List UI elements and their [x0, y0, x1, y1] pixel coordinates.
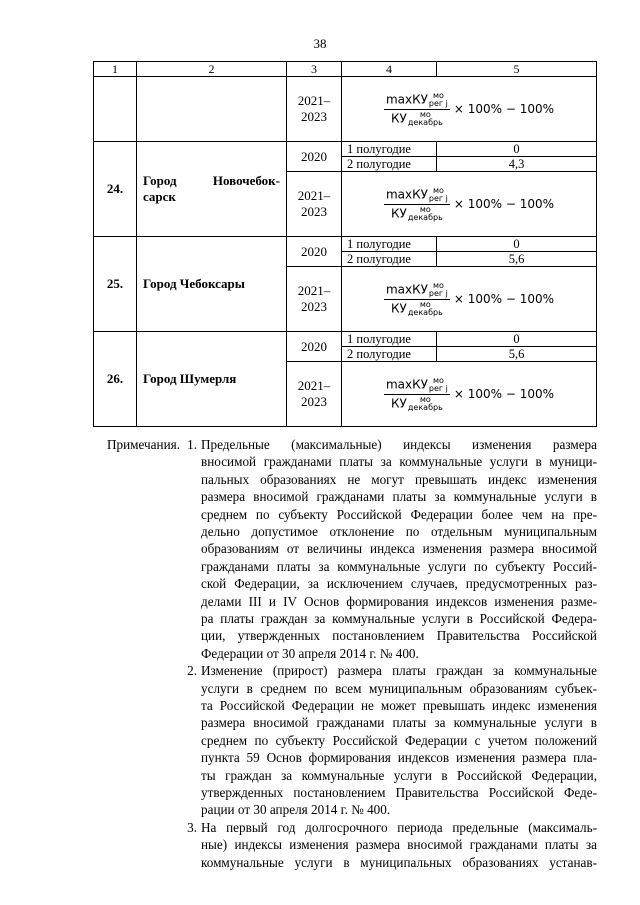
formula-denominator	[389, 395, 445, 412]
formula-denominator-main: КУ	[391, 396, 407, 411]
page-number: 38	[313, 36, 327, 51]
city-name-part: Город	[143, 173, 177, 188]
note-line: пункта 59 Основ формирования индексов изменения размера пла-	[201, 750, 597, 766]
formula-numerator	[384, 282, 450, 300]
years-range: 2021– 2023	[287, 362, 342, 427]
note-line: среднем по субъекту Российской Федерации более чем на пре-	[201, 506, 597, 522]
formula-numerator	[384, 187, 450, 205]
half-year-label: 1 полугодие	[342, 237, 437, 252]
formula-denominator-sup: мо	[419, 204, 431, 214]
formula-tail: × 100% − 100%	[453, 387, 555, 402]
note-line: та Российской Федерации не может превышать индекс изменения	[201, 698, 597, 713]
formula	[384, 377, 554, 412]
half-year-label: 1 полугодие	[342, 332, 437, 347]
note-line: делами III и IV Основ формирования индексов изменения разме-	[201, 593, 597, 609]
header-cell: 1	[94, 62, 137, 77]
note-line: услуги в среднем по всем муниципальным образованиям субъек-	[201, 680, 597, 696]
formula-denominator	[389, 205, 445, 222]
formula-denominator-sup: мо	[419, 394, 431, 404]
notes-label: Примечания.	[107, 437, 181, 452]
formula-denominator	[389, 300, 445, 317]
city-cell	[137, 77, 287, 142]
formula-denominator-sub: декабрь	[407, 402, 443, 412]
formula-tail: × 100% − 100%	[453, 292, 555, 307]
formula-denominator-main: КУ	[391, 206, 407, 221]
formula-fraction	[384, 92, 450, 127]
note-number: 1.	[187, 437, 197, 452]
note-line: ра платы граждан за коммунальные услуги в Российской Федера-	[201, 611, 597, 626]
formula-numerator-main: maxКУ	[385, 377, 428, 392]
formula-cell	[342, 362, 597, 427]
formula-numerator-sub: рег j	[428, 98, 448, 108]
note-line: Предельные (максимальные) индексы изменения размера	[201, 437, 597, 452]
table-row-24	[94, 142, 597, 157]
formula-numerator-sup: мо	[432, 90, 444, 100]
formula-denominator-main: КУ	[391, 301, 407, 316]
formula-numerator-sub: рег j	[428, 383, 448, 393]
note-line: гражданами платы за коммунальные услуги по субъекту Россий-	[201, 558, 597, 574]
header-cell: 2	[137, 62, 287, 77]
formula-denominator	[389, 110, 445, 127]
formula-cell	[342, 172, 597, 237]
note-line: вносимой гражданами платы за коммунальные услуги в муници-	[201, 454, 597, 470]
row-number: 25.	[94, 237, 137, 332]
note-line: коммунальные услуги в муниципальных образованиях устанав-	[201, 854, 597, 870]
formula-fraction	[384, 282, 450, 317]
note-line: ской Федерации, за исключением случаев, предусмотренных раз-	[201, 576, 597, 592]
header-cell: 5	[437, 62, 597, 77]
number-cell	[94, 77, 137, 142]
half-year-value: 5,6	[437, 347, 597, 362]
half-year-label: 2 полугодие	[342, 347, 437, 362]
city-name-part: Новочебок-	[212, 173, 280, 188]
table-row-25	[94, 237, 597, 252]
formula-numerator-main: maxКУ	[385, 282, 428, 297]
years-range: 2021– 2023	[287, 267, 342, 332]
formula-numerator	[384, 377, 450, 395]
note-line: рации от 30 апреля 2014 г. № 400.	[201, 802, 391, 818]
city-name: Город Шумерля	[137, 332, 287, 427]
formula	[384, 282, 554, 317]
note-line: Федерации от 30 апреля 2014 г. № 400.	[201, 645, 419, 661]
formula-tail: × 100% − 100%	[453, 197, 555, 212]
formula-fraction	[384, 187, 450, 222]
formula	[384, 187, 554, 222]
half-year-value: 4,3	[437, 157, 597, 172]
formula-numerator-main: maxКУ	[385, 92, 428, 107]
note-line: пальных образованиях не могут превышать индекс изменения	[201, 471, 597, 487]
header-cell: 3	[287, 62, 342, 77]
note-line: среднем по субъекту Российской Федерации с учетом положений	[201, 732, 597, 748]
year-2020: 2020	[287, 142, 342, 172]
formula-cell	[342, 77, 597, 142]
years-range: 2021– 2023	[287, 172, 342, 237]
formula-numerator-sub: рег j	[428, 193, 448, 203]
row-number: 24.	[94, 142, 137, 237]
year-2020: 2020	[287, 332, 342, 362]
city-name-part: сарск	[143, 189, 176, 204]
years-range: 2021– 2023	[287, 77, 342, 142]
formula-tail: × 100% − 100%	[453, 102, 555, 117]
city-name	[137, 142, 287, 237]
half-year-label: 1 полугодие	[342, 142, 437, 157]
row-number: 26.	[94, 332, 137, 427]
formula-numerator-sup: мо	[432, 280, 444, 290]
year-2020: 2020	[287, 237, 342, 267]
formula-numerator-sub: рег j	[428, 288, 448, 298]
note-line: ные) индексы изменения размера вносимой гражданами платы за	[201, 837, 597, 853]
table-row-26	[94, 332, 597, 347]
index-table	[93, 61, 597, 427]
table-row-continuation	[94, 77, 597, 142]
city-name: Город Чебоксары	[137, 237, 287, 332]
formula-numerator-main: maxКУ	[385, 187, 428, 202]
half-year-value: 5,6	[437, 252, 597, 267]
formula-numerator-sup: мо	[432, 375, 444, 385]
note-line: ты граждан за коммунальные услуги в Российской Федерации,	[201, 767, 597, 783]
header-cell: 4	[342, 62, 437, 77]
note-line: утвержденных постановлением Правительства Российской Феде-	[201, 785, 597, 800]
note-line: размера вносимой гражданами платы за коммунальные услуги в	[201, 489, 597, 505]
table-header-row	[94, 62, 597, 77]
note-line: ции, утвержденных постановлением Правительства Российской	[201, 628, 597, 644]
half-year-value: 0	[437, 332, 597, 347]
note-line: Изменение (прирост) размера платы граждан за коммунальные	[201, 663, 597, 679]
half-year-value: 0	[437, 142, 597, 157]
note-number: 3.	[187, 819, 197, 835]
formula-denominator-sub: декабрь	[407, 212, 443, 222]
note-line: дельно допустимое отклонение по отдельным муниципальным	[201, 524, 597, 539]
formula-numerator-sup: мо	[432, 185, 444, 195]
formula-cell	[342, 267, 597, 332]
half-year-label: 2 полугодие	[342, 157, 437, 172]
note-line: размера вносимой гражданами платы за коммунальные услуги в	[201, 715, 597, 731]
note-line: образованиям от величины индекса изменения размера вносимой	[201, 541, 597, 557]
note-number: 2.	[187, 663, 197, 679]
note-line: На первый год долгосрочного периода предельные (максималь-	[201, 819, 597, 835]
half-year-value: 0	[437, 237, 597, 252]
formula-fraction	[384, 377, 450, 412]
formula-denominator-sup: мо	[419, 299, 431, 309]
half-year-label: 2 полугодие	[342, 252, 437, 267]
formula-numerator	[384, 92, 450, 110]
formula-denominator-sup: мо	[419, 109, 431, 119]
formula-denominator-sub: декабрь	[407, 307, 443, 317]
formula-denominator-main: КУ	[391, 111, 407, 126]
formula-denominator-sub: декабрь	[407, 117, 443, 127]
formula	[384, 92, 554, 127]
